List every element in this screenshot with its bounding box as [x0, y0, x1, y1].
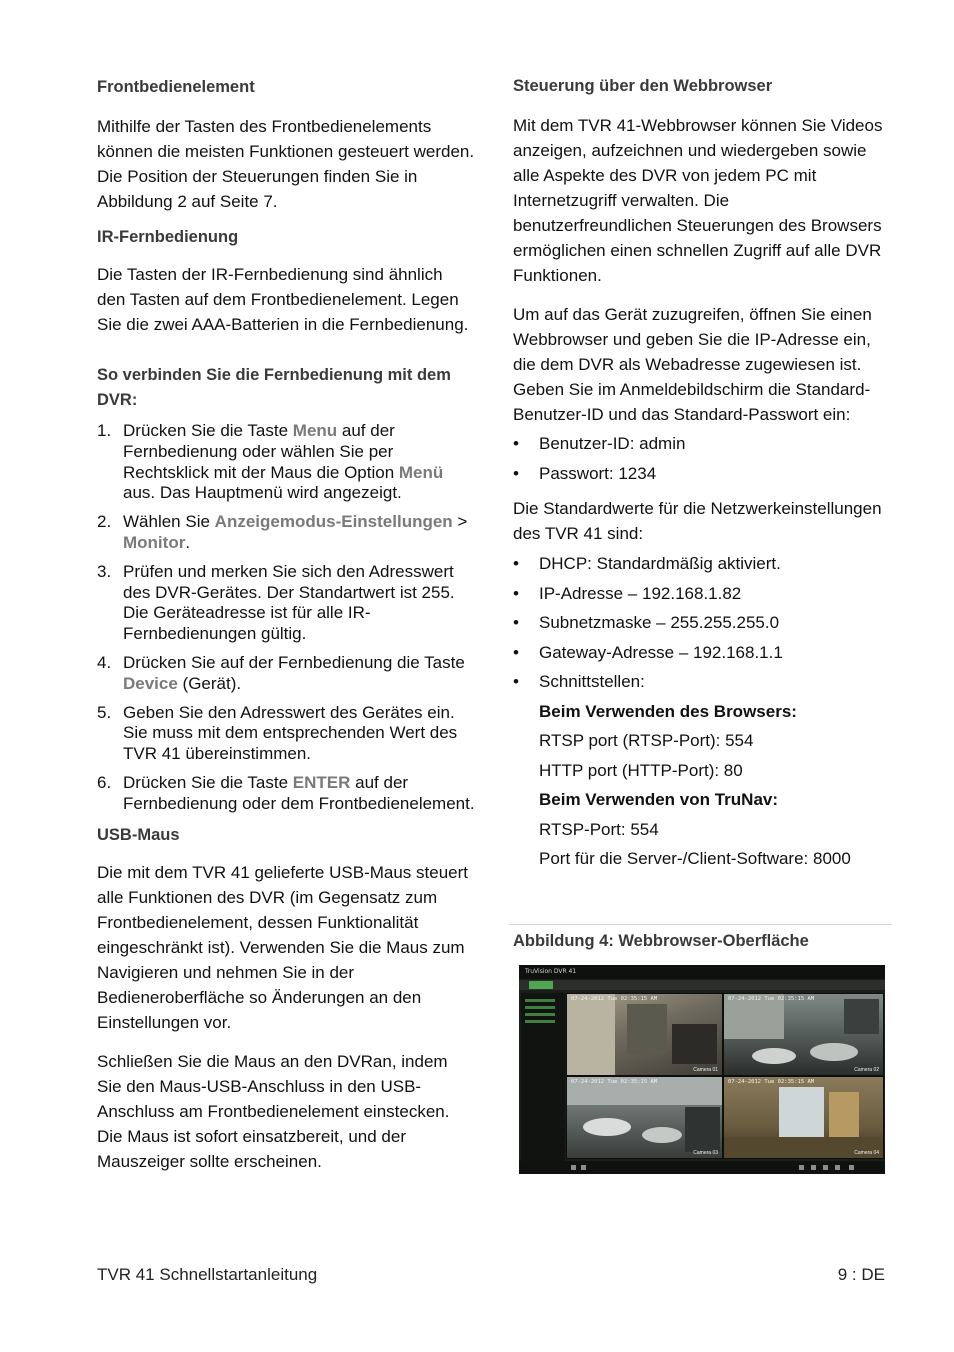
trunav-server-port: Port für die Server-/Client-Software: 8000 — [539, 849, 851, 868]
right-column — [513, 72, 891, 950]
camera-label-2: Camera 02 — [854, 1067, 879, 1073]
screenshot-topbar — [519, 965, 885, 979]
list-item: 3. Prüfen und merken Sie sich den Adresswert des DVR-Gerätes. Der Standartwert ist 255. Die Geräteadresse ist für alle IR-Fernbedienungen gültig. — [97, 561, 455, 644]
menu-path-display: Anzeigemodus-Einstellungen — [214, 512, 453, 532]
screenshot-bottombar — [519, 1161, 885, 1174]
list-item: • IP-Adresse – 192.168.1.82 — [513, 583, 742, 603]
screenshot-tab — [557, 981, 581, 989]
screenshot-camera-list — [521, 993, 565, 1161]
camera-view-2 — [724, 994, 883, 1075]
heading-webbrowser: Steuerung über den Webbrowser — [513, 77, 773, 95]
heading-connect-remote: So verbinden Sie die Fernbedienung mit dem DVR: — [97, 366, 451, 409]
browser-rtsp-port: RTSP port (RTSP-Port): 554 — [539, 731, 754, 750]
toolbar-icon — [581, 1165, 586, 1170]
toolbar-icon — [849, 1165, 854, 1170]
screenshot-brand: TruVision DVR 41 — [525, 968, 577, 975]
list-item: • Passwort: 1234 — [513, 463, 657, 483]
camera-timestamp-1: 07-24-2012 Tue 02:35:15 AM — [571, 996, 658, 1002]
key-enter: ENTER — [292, 772, 351, 792]
screenshot-camera-row — [525, 1013, 555, 1016]
camera-scene-1 — [567, 994, 722, 1075]
divider — [509, 924, 892, 925]
subheading-trunav: Beim Verwenden von TruNav: — [539, 790, 779, 809]
key-device: Device — [123, 673, 178, 693]
list-item: 6. Drücken Sie die Taste ENTER auf der Fernbedienung oder dem Frontbedienelement. — [97, 772, 475, 813]
camera-view-1 — [567, 994, 722, 1075]
paragraph-ir-fernbedienung: Die Tasten der IR-Fernbedienung sind ähnlich den Tasten auf dem Frontbedienelement. Legen Sie die zwei AAA-Batterien in die Fernbedienung. — [97, 265, 469, 334]
paragraph-usb-maus-2: Schließen Sie die Maus an den DVRan, indem Sie den Maus-USB-Anschluss in den USB-Anschluss am Frontbedienelement einstecken. Die Maus ist sofort einsatzbereit, und der Mauszeiger sollte erscheinen. — [97, 1051, 450, 1171]
camera-scene-2 — [724, 994, 883, 1075]
list-item: • Gateway-Adresse – 192.168.1.1 — [513, 642, 783, 662]
toolbar-icon — [835, 1165, 840, 1170]
screenshot-tab — [613, 981, 637, 989]
camera-timestamp-4: 07-24-2012 Tue 02:35:15 AM — [728, 1079, 815, 1085]
trunav-rtsp-port: RTSP-Port: 554 — [539, 819, 659, 839]
list-item: • Subnetzmaske – 255.255.255.0 — [513, 613, 780, 632]
screenshot-tab — [585, 981, 609, 989]
key-menu: Menu — [292, 421, 338, 440]
camera-timestamp-3: 07-24-2012 Tue 02:35:15 AM — [571, 1079, 658, 1085]
toolbar-icon — [571, 1165, 576, 1170]
subheading-browser: Beim Verwenden des Browsers: — [539, 701, 797, 721]
footer-title: TVR 41 Schnellstartanleitung — [97, 1265, 318, 1284]
camera-scene-4 — [724, 1077, 883, 1158]
page-number: 9 : DE — [837, 1265, 885, 1284]
network-list — [513, 549, 891, 697]
option-menu: Menü — [398, 462, 444, 482]
heading-frontbedienelement: Frontbedienelement — [97, 78, 255, 96]
menu-path-monitor: Monitor — [123, 532, 186, 552]
toolbar-icon — [823, 1165, 828, 1170]
paragraph-frontbedienelement: Mithilfe der Tasten des Frontbedienelements können die meisten Funktionen gesteuert werden. Die Position der Steuerungen finden Sie in Abbildung 2 auf Seite 7. — [97, 117, 475, 211]
browser-http-port: HTTP port (HTTP-Port): 80 — [539, 760, 743, 780]
screenshot-camera-row — [525, 999, 555, 1002]
screenshot-tabs — [519, 980, 885, 990]
left-column — [97, 72, 475, 1174]
steps-list — [97, 421, 475, 815]
camera-scene-3 — [567, 1077, 722, 1158]
camera-view-3 — [567, 1077, 722, 1158]
camera-label-1: Camera 01 — [693, 1067, 718, 1073]
list-item: • Schnittstellen: — [513, 672, 645, 691]
screenshot-tab-active — [529, 981, 553, 989]
list-item: 5. Geben Sie den Adresswert des Gerätes ein. Sie muss mit dem entsprechenden Wert des TVR 41 übereinstimmen. — [97, 702, 458, 764]
list-item: • DHCP: Standardmäßig aktiviert. — [513, 554, 781, 573]
paragraph-webbrowser-1: Mit dem TVR 41-Webbrowser können Sie Videos anzeigen, aufzeichnen und wiedergeben sowie alle Aspekte des DVR von jedem PC mit Internetzugriff verwalten. Die benutzerfreundlichen Steuerungen des Browsers ermöglichen einen schnellen Zugriff auf alle DVR Funktionen. — [513, 116, 883, 285]
camera-label-4: Camera 04 — [854, 1150, 879, 1156]
screenshot-camera-row — [525, 1006, 555, 1009]
webbrowser-screenshot — [519, 965, 885, 1174]
list-item: 4. Drücken Sie auf der Fernbedienung die Taste Device (Gerät). — [97, 652, 465, 693]
paragraph-usb-maus-1: Die mit dem TVR 41 gelieferte USB-Maus steuert alle Funktionen des DVR (im Gegensatz zum Frontbedienelement, dessen Funktionalität eingeschränkt ist). Verwenden Sie die Maus zum Navigieren und nehmen Sie in der Bedieneroberfläche so Änderungen an den Einstellungen vor. — [97, 862, 468, 1032]
camera-view-4 — [724, 1077, 883, 1158]
camera-timestamp-2: 07-24-2012 Tue 02:35:15 AM — [728, 996, 815, 1002]
heading-usb-maus: USB-Maus — [97, 825, 180, 844]
paragraph-network-defaults: Die Standardwerte für die Netzwerkeinstellungen des TVR 41 sind: — [513, 499, 882, 543]
heading-ir-fernbedienung: IR-Fernbedienung — [97, 228, 239, 246]
screenshot-camera-grid — [566, 993, 884, 1159]
screenshot-camera-row — [525, 1020, 555, 1023]
camera-label-3: Camera 03 — [693, 1150, 718, 1156]
list-item: 2. Wählen Sie Anzeigemodus-Einstellungen > Monitor. — [97, 512, 468, 552]
toolbar-icon — [811, 1165, 816, 1170]
credentials-list — [513, 429, 891, 488]
list-item: • Benutzer-ID: admin — [513, 434, 686, 453]
figure-caption: Abbildung 4: Webbrowser-Oberfläche — [513, 932, 809, 950]
list-item: 1. Drücken Sie die Taste Menu auf der Fernbedienung oder wählen Sie per Rechtsklick mit der Maus die Option Menü aus. Das Hauptmenü wird angezeigt. — [97, 421, 444, 503]
paragraph-webbrowser-2: Um auf das Gerät zuzugreifen, öffnen Sie einen Webbrowser und geben Sie die IP-Adresse ein, die dem DVR als Webadresse zugewiesen ist. Geben Sie im Anmeldebildschirm die Standard-Benutzer-ID und das Standard-Passwort ein: — [513, 305, 872, 424]
toolbar-icon — [799, 1165, 804, 1170]
